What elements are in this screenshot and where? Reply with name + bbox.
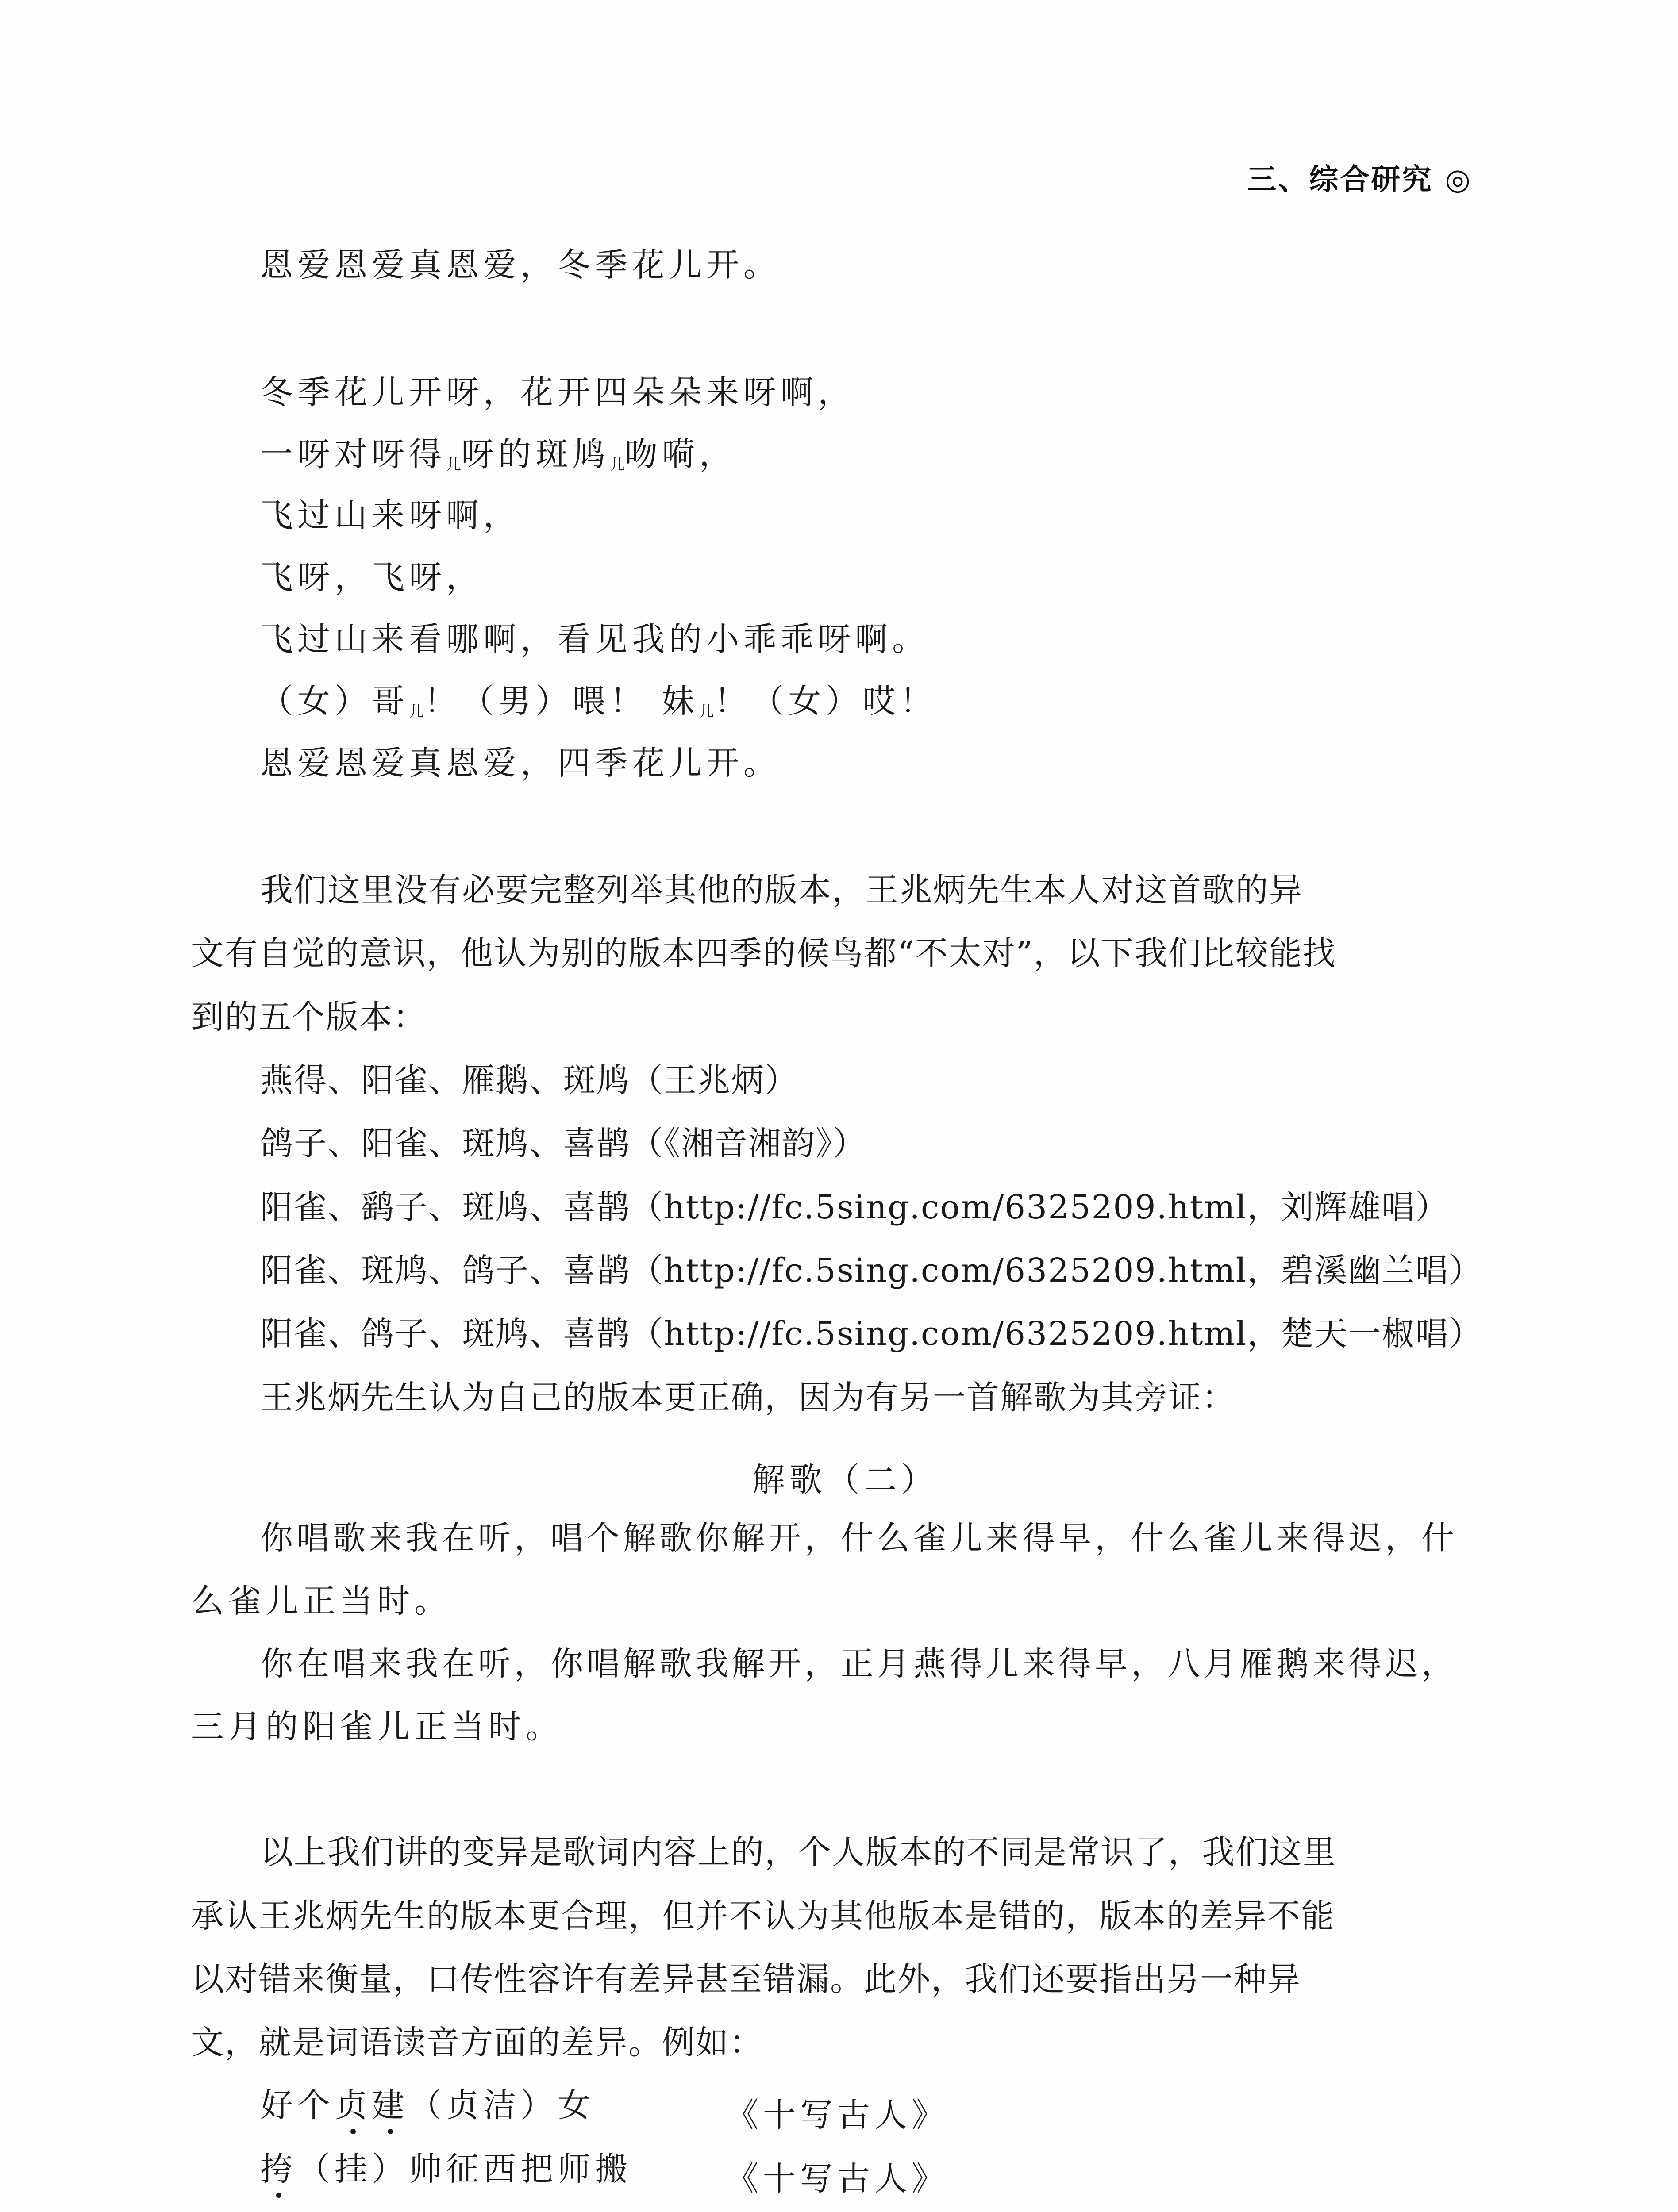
example-source: 《十写古人》 <box>726 2160 949 2198</box>
body-text-line: 文，就是词语读音方面的差异。例如： <box>191 2024 763 2062</box>
lyric-line: 飞过山来呀啊， <box>260 496 520 534</box>
body-text-line: 文有自觉的意识，他认为别的版本四季的候鸟都“不太对”，以下我们比较能找 <box>191 934 1336 972</box>
lyric-text: （女）哥 <box>260 682 409 720</box>
example-source: 《十写古人》 <box>726 2096 949 2134</box>
body-text-line: 到的五个版本： <box>191 998 427 1036</box>
body-text-line: 王兆炳先生认为自己的版本更正确，因为有另一首解歌为其旁证： <box>260 1379 1235 1417</box>
lyric-line: 三月的阳雀儿正当时。 <box>191 1708 563 1746</box>
lyric-line: 恩爱恩爱真恩爱，四季花儿开。 <box>260 744 781 782</box>
lyric-line: 恩爱恩爱真恩爱，冬季花儿开。 <box>260 246 781 284</box>
emphasis-dotted-char: 建 <box>372 2086 409 2124</box>
body-text-line: 以对错来衡量，口传性容许有差异甚至错漏。此外，我们还要指出另一种异 <box>191 1960 1301 1998</box>
example-line <box>260 2086 595 2124</box>
version-item: 阳雀、鸽子、斑鸠、喜鹊（http://fc.5sing.com/6325209.html，楚天一椒唱） <box>260 1315 1483 1353</box>
body-text-line: 我们这里没有必要完整列举其他的版本，王兆炳先生本人对这首歌的异 <box>260 871 1303 909</box>
version-item: 鸽子、阳雀、斑鸠、喜鹊（《湘音湘韵》） <box>260 1125 866 1163</box>
example-text: 好个 <box>260 2086 335 2124</box>
body-text-line: 承认王兆炳先生的版本更合理，但并不认为其他版本是错的，版本的差异不能 <box>191 1897 1335 1935</box>
example-text: （贞洁）女 <box>409 2086 595 2124</box>
lyric-text: 一呀对呀得 <box>260 435 446 473</box>
lyric-line <box>260 435 736 477</box>
song-subtitle: 解歌（二） <box>752 1461 938 1499</box>
lyric-line <box>260 682 937 724</box>
lyric-line: 你唱歌来我在听，唱个解歌你解开，什么雀儿来得早，什么雀儿来得迟，什 <box>260 1519 1458 1557</box>
lyric-line: 飞过山来看哪啊，看见我的小乖乖呀啊。 <box>260 620 929 658</box>
lyric-line: 你在唱来我在听，你唱解歌我解开，正月燕得儿来得早，八月雁鹅来得迟， <box>260 1645 1458 1683</box>
version-item: 燕得、阳雀、雁鹅、斑鸠（王兆炳） <box>260 1061 798 1099</box>
erhua-subscript: 儿 <box>446 456 461 474</box>
running-head: 三、综合研究 ◎ <box>1247 162 1472 196</box>
version-item: 阳雀、鹞子、斑鸠、喜鹊（http://fc.5sing.com/6325209.html，刘辉雄唱） <box>260 1188 1449 1226</box>
erhua-subscript: 儿 <box>699 703 714 721</box>
emphasis-dotted-char: 贞 <box>335 2086 372 2124</box>
version-item: 阳雀、斑鸠、鸽子、喜鹊（http://fc.5sing.com/6325209.html，碧溪幽兰唱） <box>260 1252 1483 1290</box>
lyric-text: 呀的斑鸠 <box>461 435 610 473</box>
body-text-line: 以上我们讲的变异是歌词内容上的，个人版本的不同是常识了，我们这里 <box>260 1833 1336 1871</box>
lyric-text: 吻嗬， <box>625 435 736 473</box>
emphasis-dotted-char: 挎 <box>260 2150 297 2188</box>
erhua-subscript: 儿 <box>610 456 625 474</box>
lyric-text: ！（女）哎！ <box>714 682 937 720</box>
example-line <box>260 2150 632 2188</box>
lyric-line: 么雀儿正当时。 <box>191 1582 451 1620</box>
lyric-line: 飞呀，飞呀， <box>260 558 483 596</box>
example-text: （挂）帅征西把师搬 <box>297 2150 632 2188</box>
lyric-line: 冬季花儿开呀，花开四朵朵来呀啊， <box>260 373 855 411</box>
lyric-text: ！（男）喂！ 妹 <box>424 682 699 720</box>
erhua-subscript: 儿 <box>409 703 424 721</box>
